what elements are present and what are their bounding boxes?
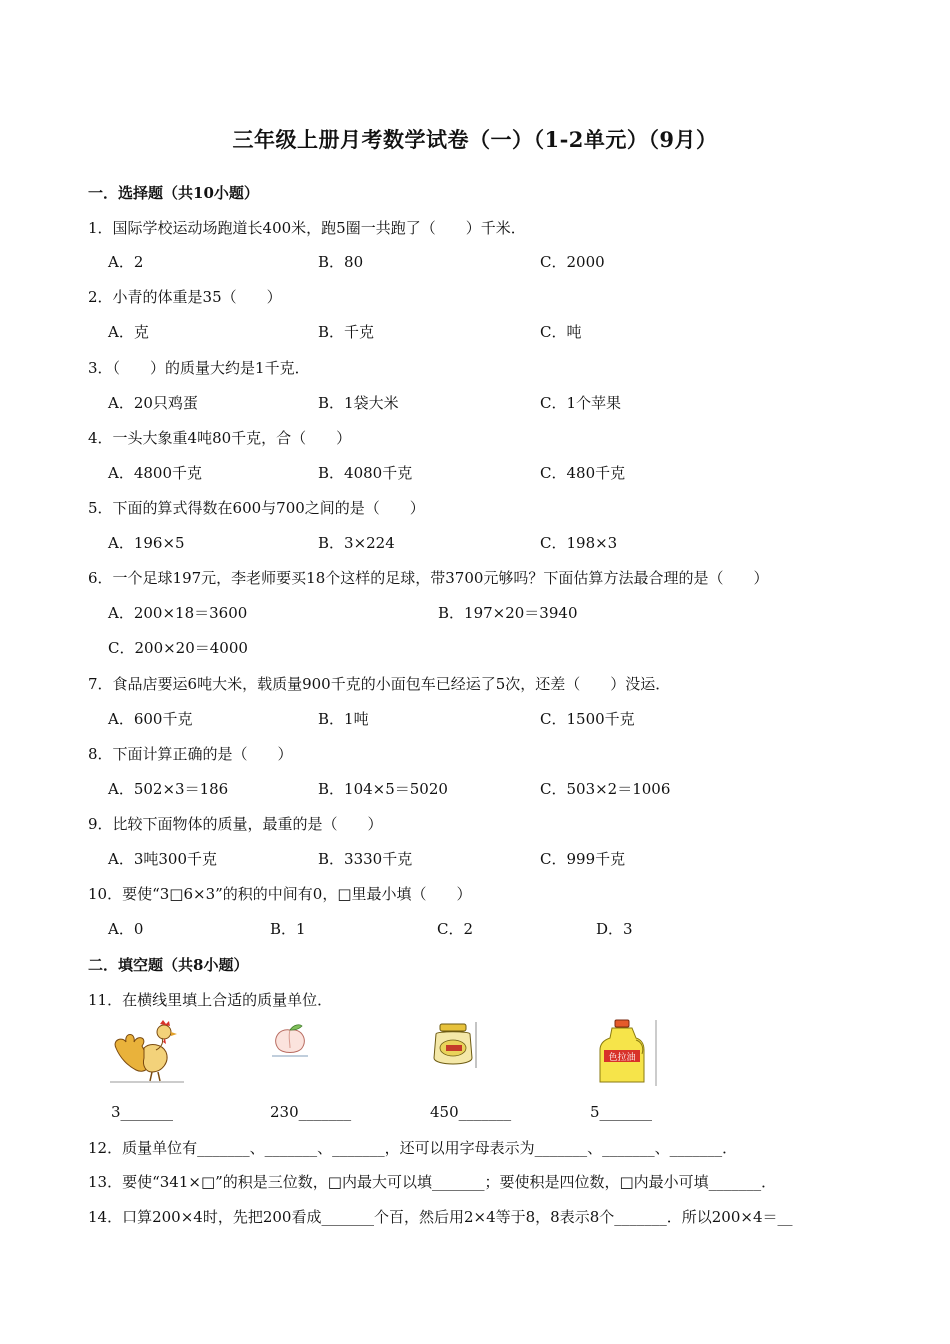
page-title: 三年级上册月考数学试卷（一）（1-2单元）（9月） bbox=[232, 127, 718, 152]
q11-answer-peach: 230_______ bbox=[270, 1103, 352, 1121]
section-heading-fill: 二．填空题（共8小题） bbox=[88, 956, 249, 974]
q11-answer-jar: 450_______ bbox=[430, 1103, 512, 1121]
q10-option-b: B．1 bbox=[270, 920, 306, 938]
jar-image bbox=[428, 1020, 478, 1070]
q3-option-a: A．20只鸡蛋 bbox=[108, 394, 198, 412]
question-4: 4．一头大象重4吨80千克，合（ ） bbox=[88, 429, 352, 447]
q10-option-c: C．2 bbox=[437, 920, 474, 938]
question-11: 11．在横线里填上合适的质量单位． bbox=[88, 991, 333, 1009]
q11-answer-oil: 5_______ bbox=[590, 1103, 653, 1121]
q9-option-a: A．3吨300千克 bbox=[108, 850, 218, 868]
question-6: 6．一个足球197元，李老师要买18个这样的足球，带3700元够吗？下面估算方法最合理的是（ ） bbox=[88, 569, 769, 587]
q7-option-a: A．600千克 bbox=[108, 710, 193, 728]
q9-option-b: B．3330千克 bbox=[318, 850, 413, 868]
q3-option-c: C．1个苹果 bbox=[540, 394, 622, 412]
question-5: 5．下面的算式得数在600与700之间的是（ ） bbox=[88, 499, 425, 517]
q8-option-b: B．104×5＝5020 bbox=[318, 780, 448, 798]
rooster-image bbox=[108, 1018, 186, 1084]
question-9: 9．比较下面物体的质量，最重的是（ ） bbox=[88, 815, 383, 833]
q5-option-c: C．198×3 bbox=[540, 534, 618, 552]
q6-option-b: B．197×20＝3940 bbox=[438, 604, 578, 622]
oil-label-text: 色拉油 bbox=[608, 1053, 636, 1063]
q6-option-a: A．200×18＝3600 bbox=[108, 604, 248, 622]
q7-option-b: B．1吨 bbox=[318, 710, 369, 728]
q9-option-c: C．999千克 bbox=[540, 850, 626, 868]
q1-option-b: B．80 bbox=[318, 253, 364, 271]
peach-image bbox=[268, 1022, 312, 1060]
section-heading-choice: 一．选择题（共10小题） bbox=[88, 184, 259, 202]
question-1: 1．国际学校运动场跑道长400米，跑5圈一共跑了（ ）千米． bbox=[88, 219, 526, 237]
q5-option-a: A．196×5 bbox=[108, 534, 185, 552]
question-2: 2．小青的体重是35（ ） bbox=[88, 288, 282, 306]
q1-option-a: A．2 bbox=[108, 253, 144, 271]
q8-option-c: C．503×2＝1006 bbox=[540, 780, 671, 798]
q1-option-c: C．2000 bbox=[540, 253, 605, 271]
q2-option-b: B．千克 bbox=[318, 323, 375, 341]
q8-option-a: A．502×3＝186 bbox=[108, 780, 229, 798]
q10-option-a: A．0 bbox=[108, 920, 144, 938]
question-10: 10．要使“3□6×3”的积的中间有0，□里最小填（ ） bbox=[88, 885, 472, 903]
q4-option-b: B．4080千克 bbox=[318, 464, 413, 482]
question-7: 7．食品店要运6吨大米，载质量900千克的小面包车已经运了5次，还差（ ）没运． bbox=[88, 675, 671, 693]
q10-option-d: D．3 bbox=[596, 920, 633, 938]
question-8: 8．下面计算正确的是（ ） bbox=[88, 745, 293, 763]
question-3: 3．（ ）的质量大约是1千克． bbox=[88, 359, 310, 377]
question-14: 14．口算200×4时，先把200看成_______个百，然后用2×4等于8，8表示8个_______．所以200×4＝__ bbox=[88, 1208, 793, 1226]
q4-option-c: C．480千克 bbox=[540, 464, 626, 482]
q7-option-c: C．1500千克 bbox=[540, 710, 635, 728]
question-13: 13．要使“341×□”的积是三位数，□内最大可以填_______；要使积是四位数，□内最小可填_______． bbox=[88, 1173, 777, 1191]
q3-option-b: B．1袋大米 bbox=[318, 394, 399, 412]
q5-option-b: B．3×224 bbox=[318, 534, 395, 552]
q2-option-c: C．吨 bbox=[540, 323, 582, 341]
question-12: 12．质量单位有_______、_______、_______，还可以用字母表示为_______、_______、_______． bbox=[88, 1139, 738, 1157]
oil-bottle-image bbox=[588, 1018, 658, 1088]
q2-option-a: A．克 bbox=[108, 323, 149, 341]
q6-option-c: C．200×20＝4000 bbox=[108, 639, 248, 657]
q4-option-a: A．4800千克 bbox=[108, 464, 203, 482]
q11-answer-rooster: 3_______ bbox=[111, 1103, 174, 1121]
